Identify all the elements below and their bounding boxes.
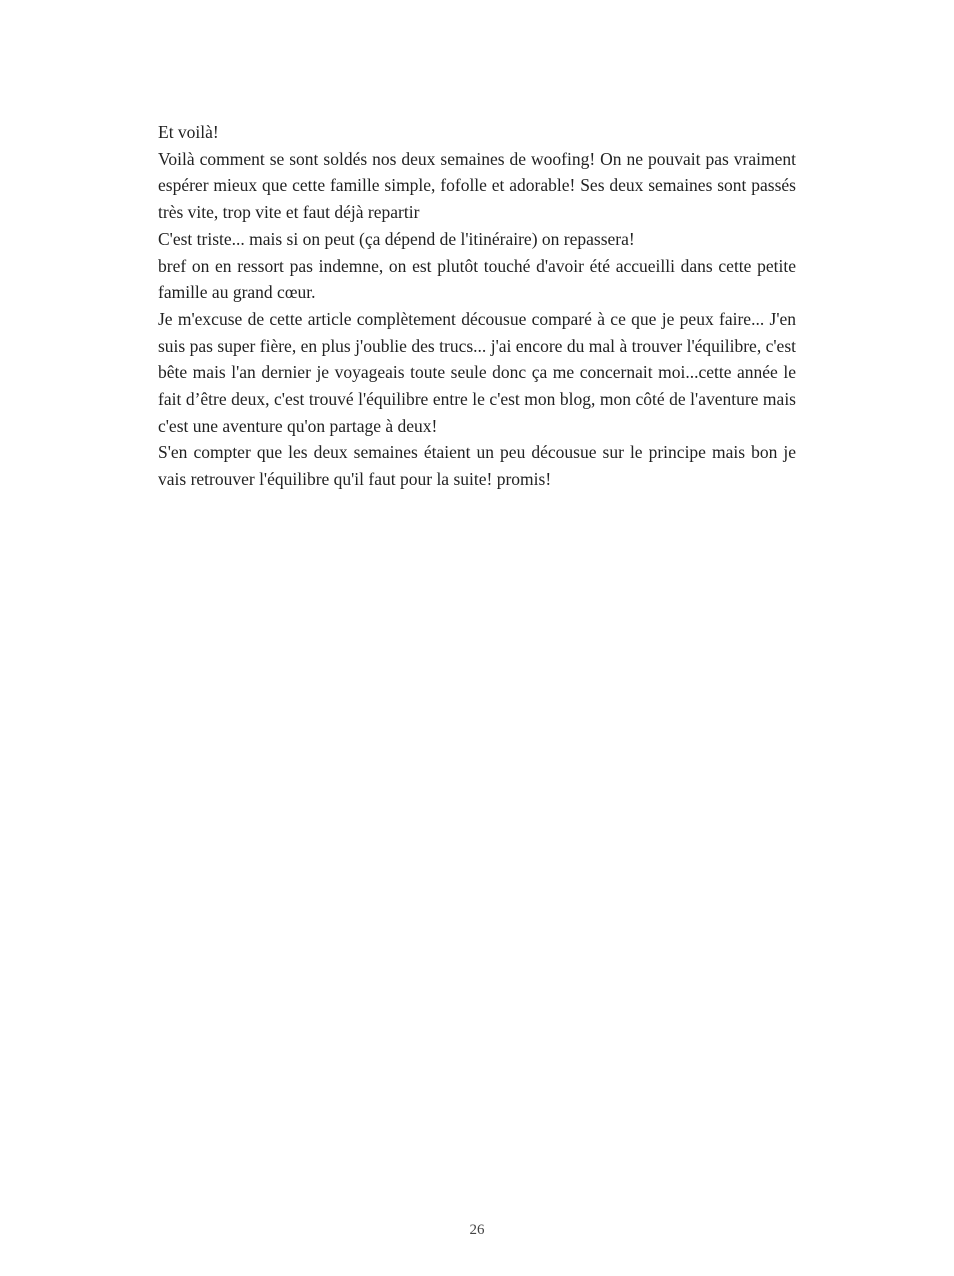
page-number: 26: [469, 1222, 485, 1238]
paragraph-excuse: Je m'excuse de cette article complètement décousue comparé à ce que je peux faire... J'en suis pas super fière, en plus j'oublie des trucs... j'ai encore du mal à trouver l'équilibre, c'est bête mais l'an dernier je voyageais toute seule donc ça me concernait moi...cette année le fait d’être deux, c'est trouvé l'équilibre entre le c'est mon blog, mon côté de l'aventure mais c'est une aventure qu'on partage à deux!: [158, 308, 796, 436]
page-body: [158, 119, 796, 493]
paragraph-triste: C'est triste... mais si on peut (ça dépend de l'itinéraire) on repassera!: [158, 228, 635, 249]
paragraph-woofing: Voilà comment se sont soldés nos deux semaines de woofing! On ne pouvait pas vraiment espérer mieux que cette famille simple, fofolle et adorable! Ses deux semaines sont passés très vite, trop vite et faut déjà repartir: [158, 148, 796, 223]
paragraph-bref: bref on en ressort pas indemne, on est plutôt touché d'avoir été accueilli dans cette petite famille au grand cœur.: [158, 255, 796, 303]
paragraph-et-voila: Et voilà!: [158, 122, 219, 142]
paragraph-conclusion: S'en compter que les deux semaines étaient un peu décousue sur le principe mais bon je vais retrouver l'équilibre qu'il faut pour la suite! promis!: [158, 442, 796, 490]
